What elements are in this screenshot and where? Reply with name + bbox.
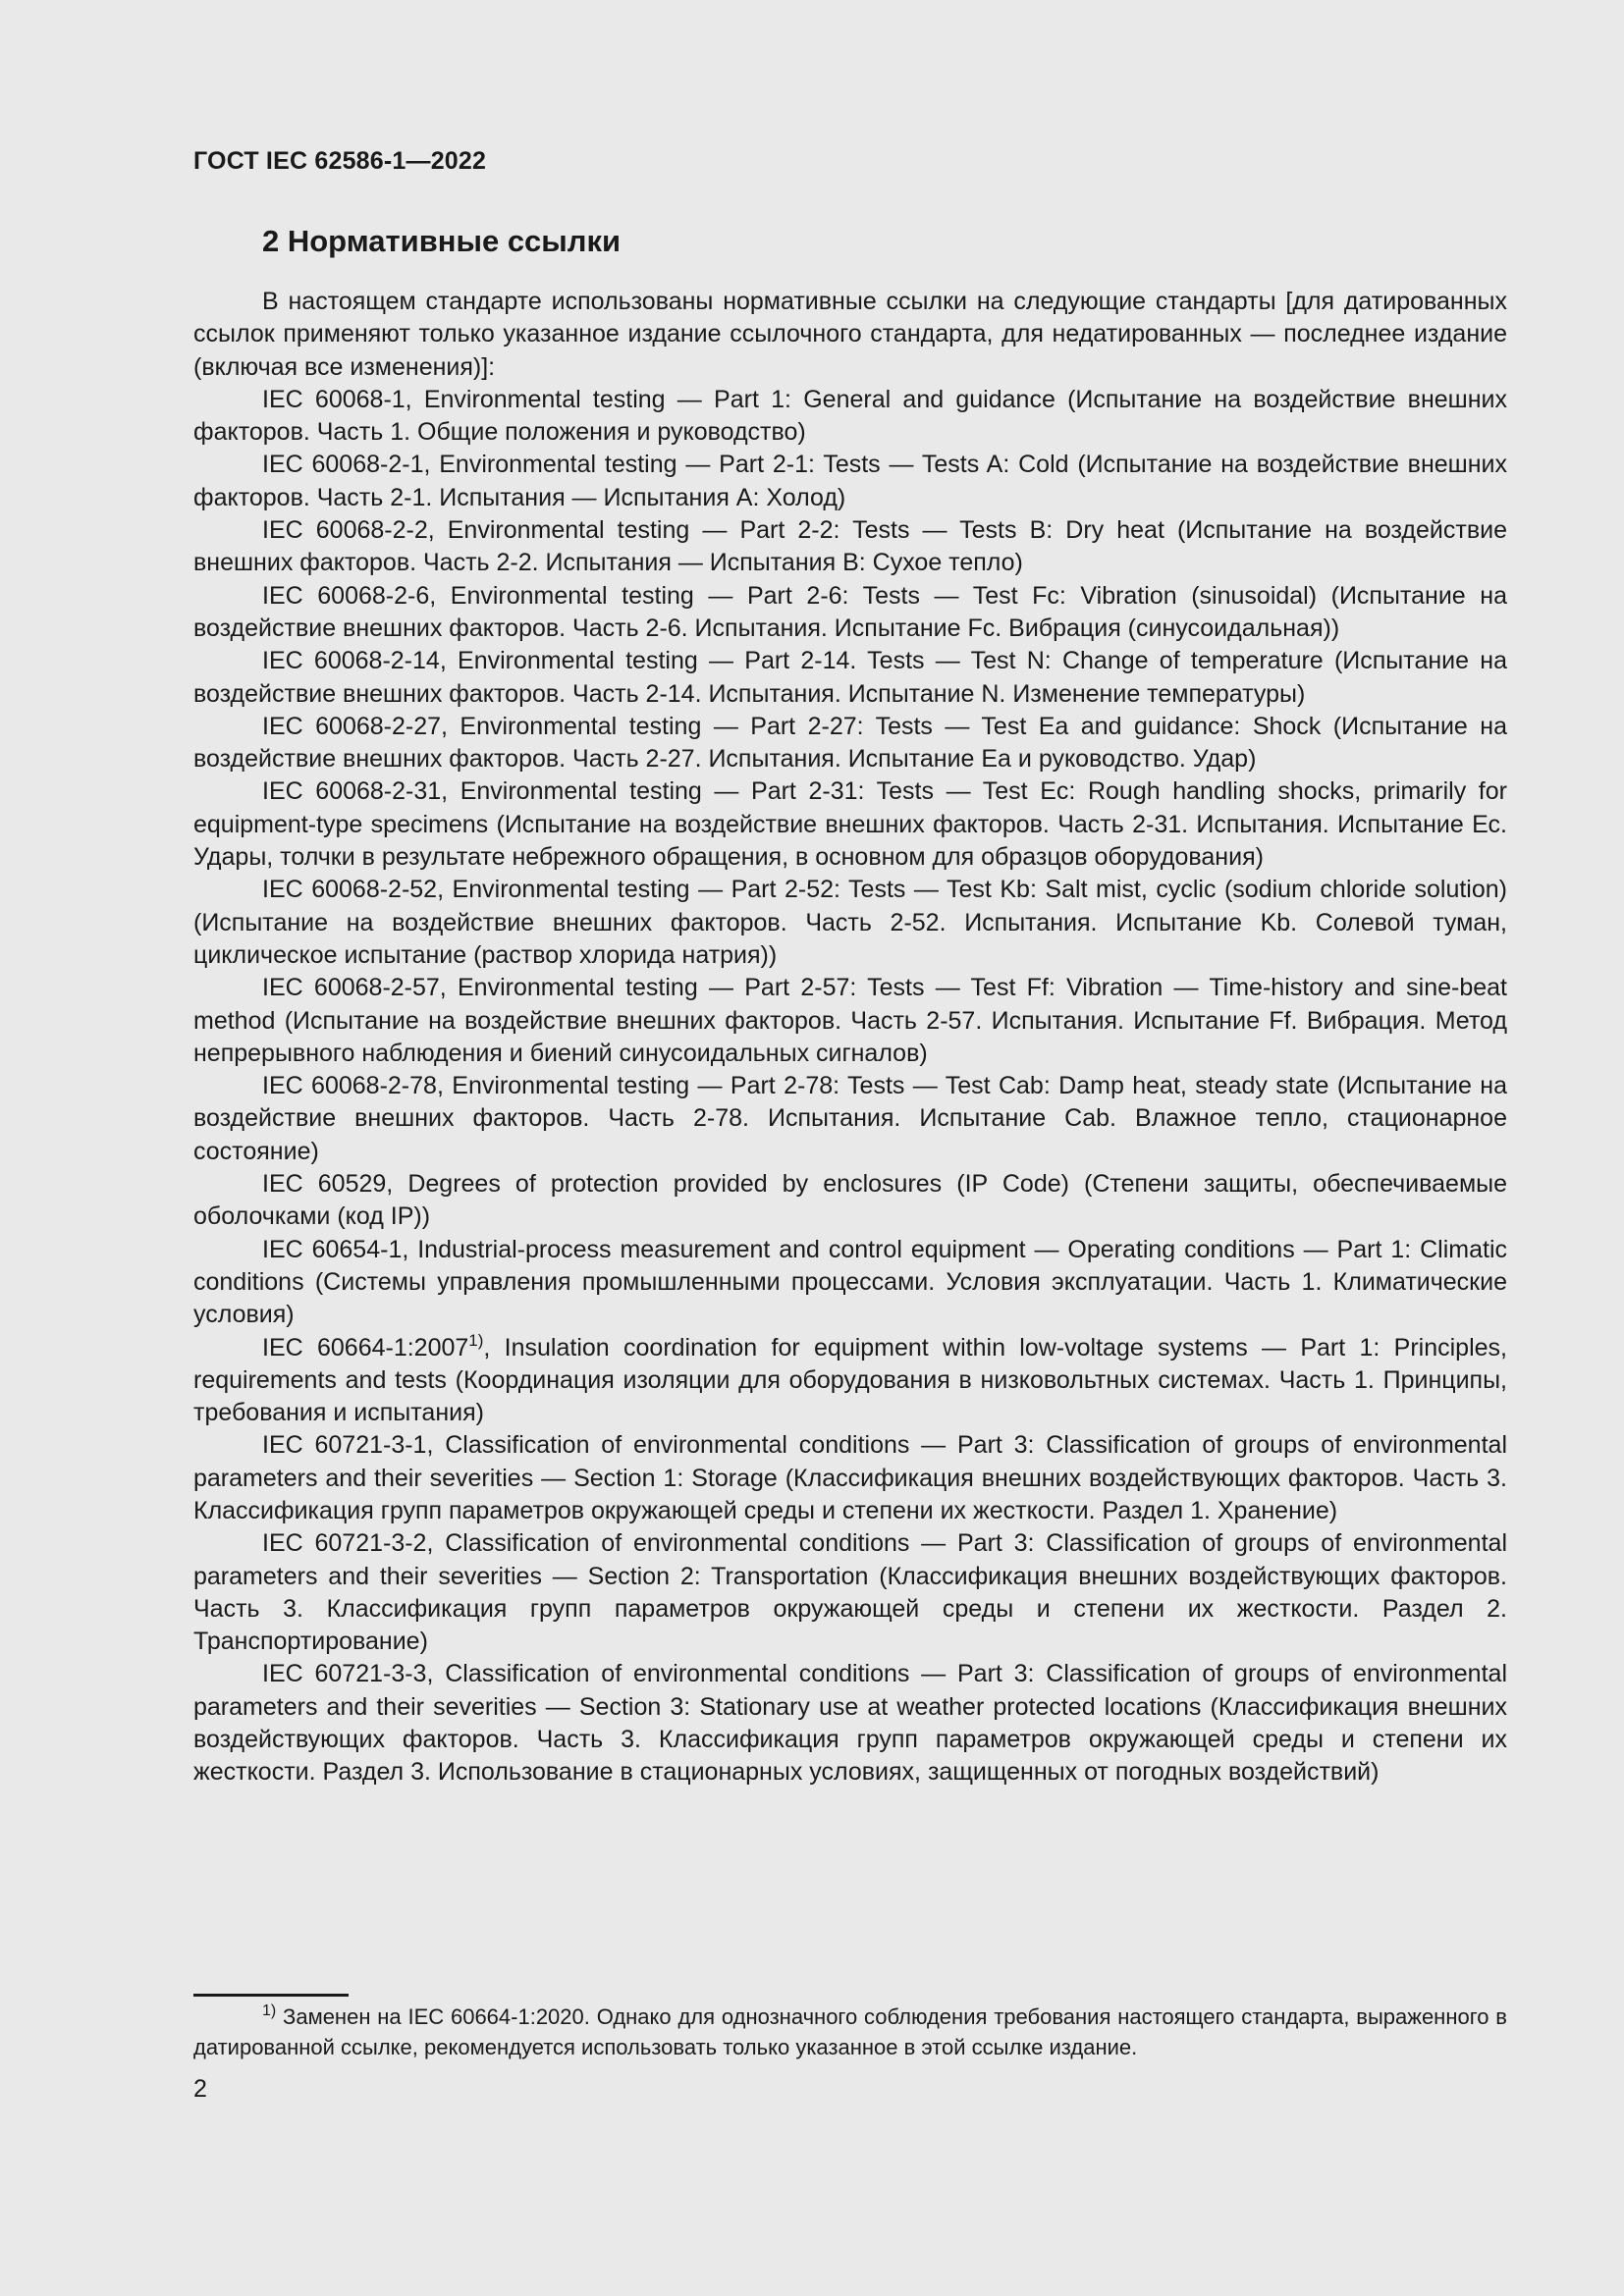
reference-item: IEC 60068-2-14, Environmental testing — Part 2-14. Tests — Test N: Change of temperature (Испытание на воздействие внешних факторов. Часть 2-14. Испытания. Испытание N. Изменение температуры) <box>193 647 1507 708</box>
section-body <box>193 286 1507 1789</box>
reference-item: IEC 60068-2-78, Environmental testing — Part 2-78: Tests — Test Cab: Damp heat, steady state (Испытание на воздействие внешних факторов. Часть 2-78. Испытания. Испытание Cab. Влажное тепло, стационарное состояние) <box>193 1072 1507 1165</box>
reference-text: , Insulation coordination for equipment within low-voltage systems — Part 1: Principles, requirements and tests (Координация изоляции для оборудования в низковольтных системах. Часть 1. Принципы, требования и испытания) <box>193 1333 1507 1427</box>
reference-item: IEC 60721-3-2, Classification of environmental conditions — Part 3: Classification of groups of environmental parameters and their severities — Section 2: Transportation (Классификация внешних воздействующих факторов. Часть 3. Классификация групп параметров окружающей среды и степени их жесткости. Раздел 2. Транспортирование) <box>193 1529 1507 1656</box>
section-title: 2 Нормативные ссылки <box>262 224 622 258</box>
footnote-text: Заменен на IEC 60664-1:2020. Однако для однозначного соблюдения требования настоящего стандарта, выраженного в датированной ссылке, рекомендуется использовать только указанное в этой ссылке издание. <box>193 2004 1507 2059</box>
reference-item: IEC 60721-3-1, Classification of environmental conditions — Part 3: Classification of groups of environmental parameters and their severities — Section 1: Storage (Классификация внешних воздействующих факторов. Часть 3. Классификация групп параметров окружающей среды и степени их жесткости. Раздел 1. Хранение) <box>193 1431 1507 1524</box>
footnote <box>193 2002 1507 2062</box>
reference-item-60664 <box>193 1332 1507 1430</box>
reference-item: IEC 60068-2-6, Environmental testing — Part 2-6: Tests — Test Fc: Vibration (sinusoidal) (Испытание на воздействие внешних факторов. Часть 2-6. Испытания. Испытание Fc. Вибрация (синусоидальная)) <box>193 581 1507 642</box>
reference-item: IEC 60529, Degrees of protection provided by enclosures (IP Code) (Степени защиты, обеспечиваемые оболочками (код IP)) <box>193 1170 1507 1231</box>
document-header-id: ГОСТ IEC 62586-1—2022 <box>193 147 487 175</box>
reference-item: IEC 60068-2-2, Environmental testing — Part 2-2: Tests — Tests B: Dry heat (Испытание на воздействие внешних факторов. Часть 2-2. Испытания — Испытания В: Сухое тепло) <box>193 516 1507 577</box>
footnote-mark: 1) <box>262 2002 277 2019</box>
footnote-divider <box>193 1994 349 1997</box>
reference-item: IEC 60721-3-3, Classification of environmental conditions — Part 3: Classification of groups of environmental parameters and their severities — Section 3: Stationary use at weather protected locations (Классификация внешних воздействующих факторов. Часть 3. Классификация групп параметров окружающей среды и степени их жесткости. Раздел 3. Использование в стационарных условиях, защищенных от погодных воздействий) <box>193 1660 1507 1787</box>
reference-item: IEC 60068-1, Environmental testing — Part 1: General and guidance (Испытание на воздействие внешних факторов. Часть 1. Общие положения и руководство) <box>193 385 1507 447</box>
reference-code: IEC 60664-1:2007 <box>262 1333 469 1362</box>
intro-paragraph: В настоящем стандарте использованы нормативные ссылки на следующие стандарты [для датированных ссылок применяют только указанное издание ссылочного стандарта, для недатированных — последнее издание (включая все изменения)]: <box>193 288 1507 381</box>
reference-item: IEC 60068-2-1, Environmental testing — Part 2-1: Tests — Tests A: Cold (Испытание на воздействие внешних факторов. Часть 2-1. Испытания — Испытания А: Холод) <box>193 451 1507 511</box>
reference-item: IEC 60068-2-57, Environmental testing — Part 2-57: Tests — Test Ff: Vibration — Time-history and sine-beat method (Испытание на воздействие внешних факторов. Часть 2-57. Испытания. Испытание Ff. Вибрация. Метод непрерывного наблюдения и биений синусоидальных сигналов) <box>193 974 1507 1067</box>
reference-item: IEC 60654-1, Industrial-process measurement and control equipment — Operating conditions — Part 1: Climatic conditions (Системы управления промышленными процессами. Условия эксплуатации. Часть 1. Климатические условия) <box>193 1235 1507 1329</box>
reference-item: IEC 60068-2-52, Environmental testing — Part 2-52: Tests — Test Kb: Salt mist, cyclic (sodium chloride solution) (Испытание на воздействие внешних факторов. Часть 2-52. Испытания. Испытание Kb. Солевой туман, циклическое испытание (раствор хлорида натрия)) <box>193 876 1507 969</box>
footnote-marker[interactable]: 1) <box>468 1330 484 1350</box>
page-number: 2 <box>193 2075 207 2103</box>
reference-item: IEC 60068-2-31, Environmental testing — Part 2-31: Tests — Test Ec: Rough handling shocks, primarily for equipment-type specimens (Испытание на воздействие внешних факторов. Часть 2-31. Испытания. Испытание Ес. Удары, толчки в результате небрежного обращения, в основном для образцов оборудования) <box>193 777 1507 872</box>
reference-item: IEC 60068-2-27, Environmental testing — Part 2-27: Tests — Test Ea and guidance: Shock (Испытание на воздействие внешних факторов. Часть 2-27. Испытания. Испытание Еа и руководство. Удар) <box>193 712 1507 774</box>
